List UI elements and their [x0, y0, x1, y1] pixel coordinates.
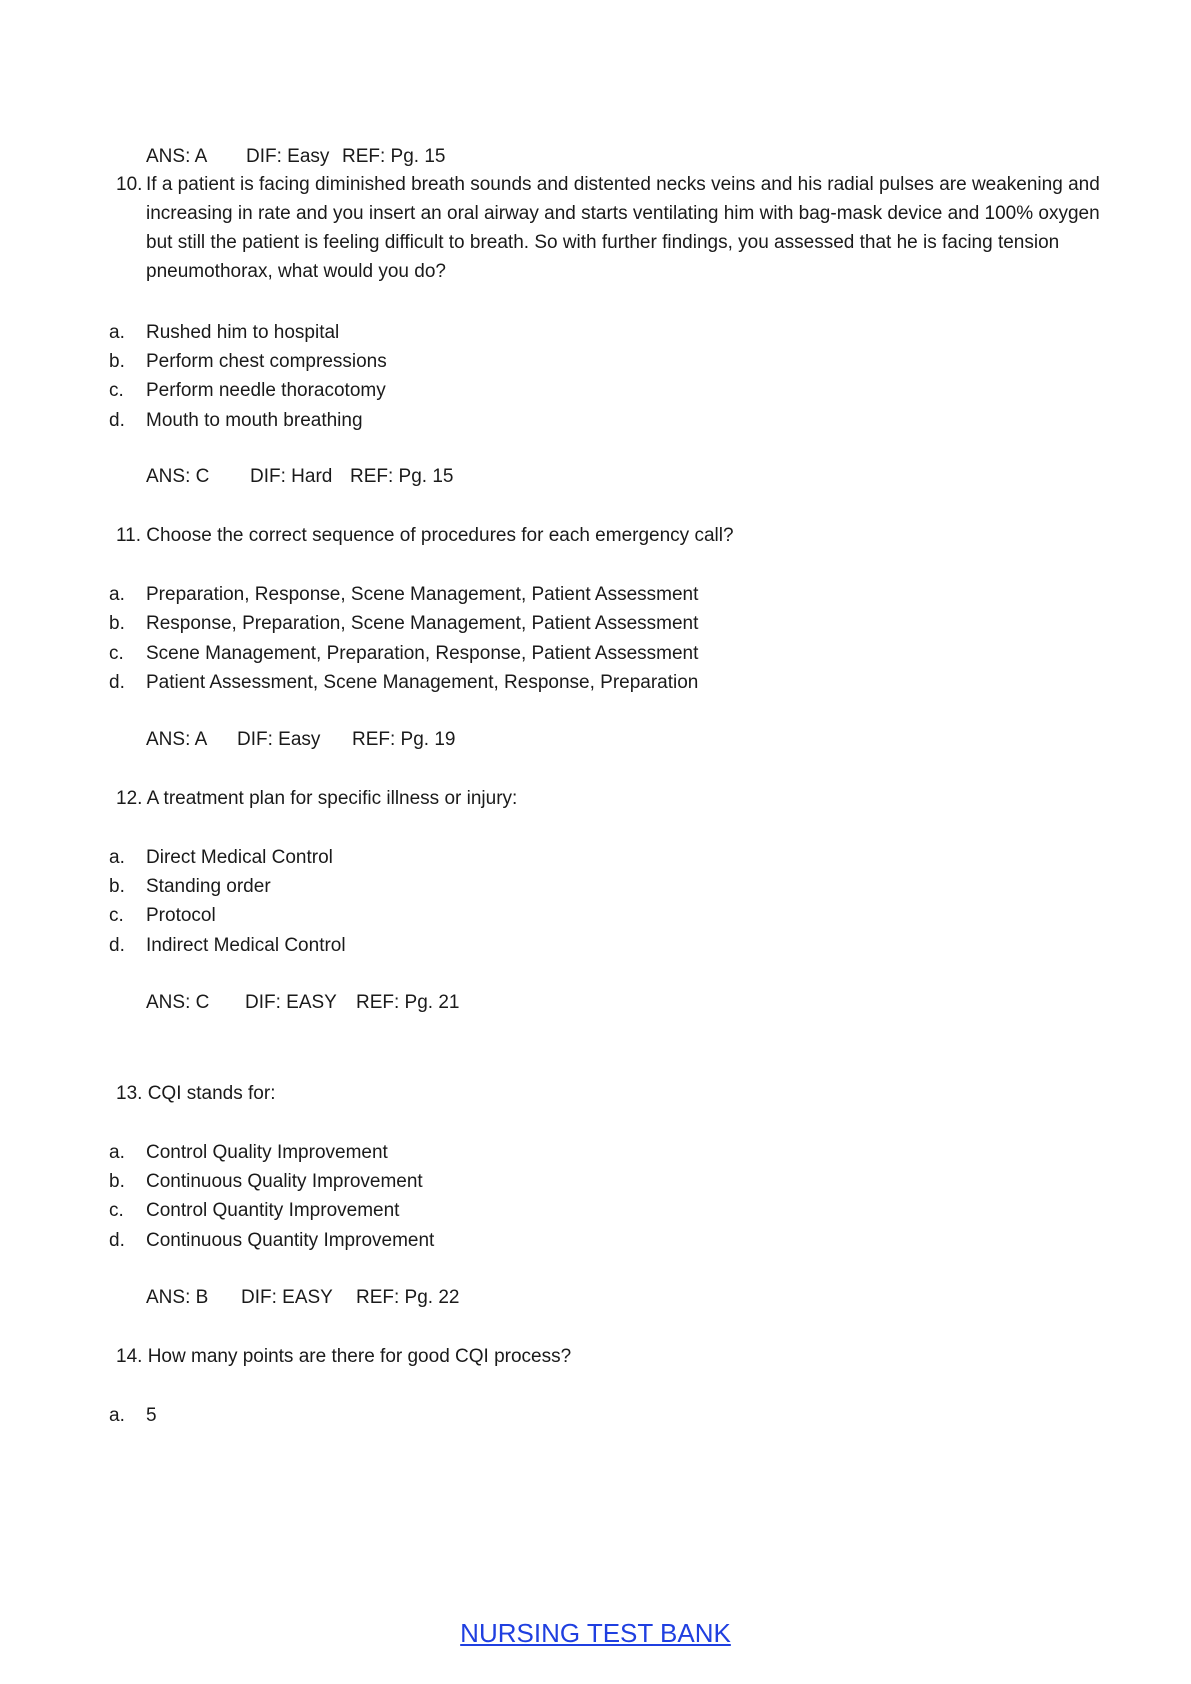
option-text: 5: [146, 1405, 157, 1426]
option-letter: c.: [109, 643, 124, 664]
answer-key: ANS: C: [146, 466, 210, 487]
option-letter: d.: [109, 1230, 125, 1251]
option-text: Perform chest compressions: [146, 351, 387, 372]
reference: REF: Pg. 22: [356, 1287, 460, 1308]
option-letter: b.: [109, 1171, 125, 1192]
question-11: [116, 525, 734, 547]
option-text: Response, Preparation, Scene Management, Patient Assessment: [146, 613, 699, 634]
reference: REF: Pg. 15: [350, 466, 454, 487]
option-letter: d.: [109, 935, 125, 956]
option-letter: b.: [109, 351, 125, 372]
question-12: [116, 788, 517, 810]
answer-key: ANS: A: [146, 146, 208, 167]
difficulty: DIF: Hard: [250, 466, 333, 487]
option-text: Rushed him to hospital: [146, 322, 340, 343]
answer-line: [146, 992, 460, 1014]
answer-key: ANS: B: [146, 1287, 209, 1308]
question-13: [116, 1083, 275, 1105]
option-text: Control Quantity Improvement: [146, 1200, 400, 1221]
question-text: A treatment plan for specific illness or injury:: [146, 788, 518, 809]
option-letter: d.: [109, 672, 125, 693]
question-text: Choose the correct sequence of procedures for each emergency call?: [146, 525, 734, 546]
option-letter: b.: [109, 613, 125, 634]
option-letter: b.: [109, 876, 125, 897]
nursing-test-bank-link[interactable]: NURSING TEST BANK: [460, 1618, 731, 1648]
option-text: Control Quality Improvement: [146, 1142, 388, 1163]
option-text: Scene Management, Preparation, Response, Patient Assessment: [146, 643, 699, 664]
option-text: Continuous Quantity Improvement: [146, 1230, 435, 1251]
option-text: Patient Assessment, Scene Management, Response, Preparation: [146, 672, 699, 693]
option-letter: a.: [109, 584, 125, 605]
option-letter: a.: [109, 847, 125, 868]
reference: REF: Pg. 21: [356, 992, 460, 1013]
difficulty: DIF: Easy: [237, 729, 321, 750]
question-14: [116, 1346, 571, 1368]
option-text: Continuous Quality Improvement: [146, 1171, 423, 1192]
option-letter: a.: [109, 1142, 125, 1163]
option-text: Indirect Medical Control: [146, 935, 346, 956]
answer-line: [146, 1287, 460, 1309]
question-number: 14.: [116, 1346, 143, 1367]
option-letter: c.: [109, 1200, 124, 1221]
question-number: 11.: [116, 525, 142, 546]
option-text: Standing order: [146, 876, 271, 897]
answer-key: ANS: A: [146, 729, 208, 750]
option-letter: c.: [109, 380, 124, 401]
option-letter: a.: [109, 1405, 125, 1426]
option-text: Mouth to mouth breathing: [146, 410, 363, 431]
question-number: 13.: [116, 1083, 143, 1104]
option-letter: d.: [109, 410, 125, 431]
option-letter: c.: [109, 905, 124, 926]
difficulty: DIF: EASY: [241, 1287, 333, 1308]
question-number: 10.: [116, 174, 143, 195]
difficulty: DIF: EASY: [245, 992, 337, 1013]
option-text: Perform needle thoracotomy: [146, 380, 386, 401]
reference: REF: Pg. 19: [352, 729, 456, 750]
answer-line: [146, 146, 446, 168]
question-text: If a patient is facing diminished breath sounds and distented necks veins and his radial pulses are weakening and increasing in rate and you insert an oral airway and starts ventilating him with bag-mask device and 100% oxygen but still the patient is feeling difficult to breath. So with further findings, you assessed that he is facing tension pneumothorax, what would you do?: [146, 174, 1100, 282]
question-text: How many points are there for good CQI process?: [147, 1346, 572, 1367]
question-number: 12.: [116, 788, 143, 809]
difficulty: DIF: Easy: [246, 146, 330, 167]
answer-key: ANS: C: [146, 992, 210, 1013]
option-text: Direct Medical Control: [146, 847, 333, 868]
reference: REF: Pg. 15: [342, 146, 446, 167]
answer-line: [146, 466, 454, 488]
option-text: Protocol: [146, 905, 216, 926]
answer-line: [146, 729, 456, 751]
question-text: CQI stands for:: [147, 1083, 276, 1104]
option-letter: a.: [109, 322, 125, 343]
option-text: Preparation, Response, Scene Management, Patient Assessment: [146, 584, 699, 605]
